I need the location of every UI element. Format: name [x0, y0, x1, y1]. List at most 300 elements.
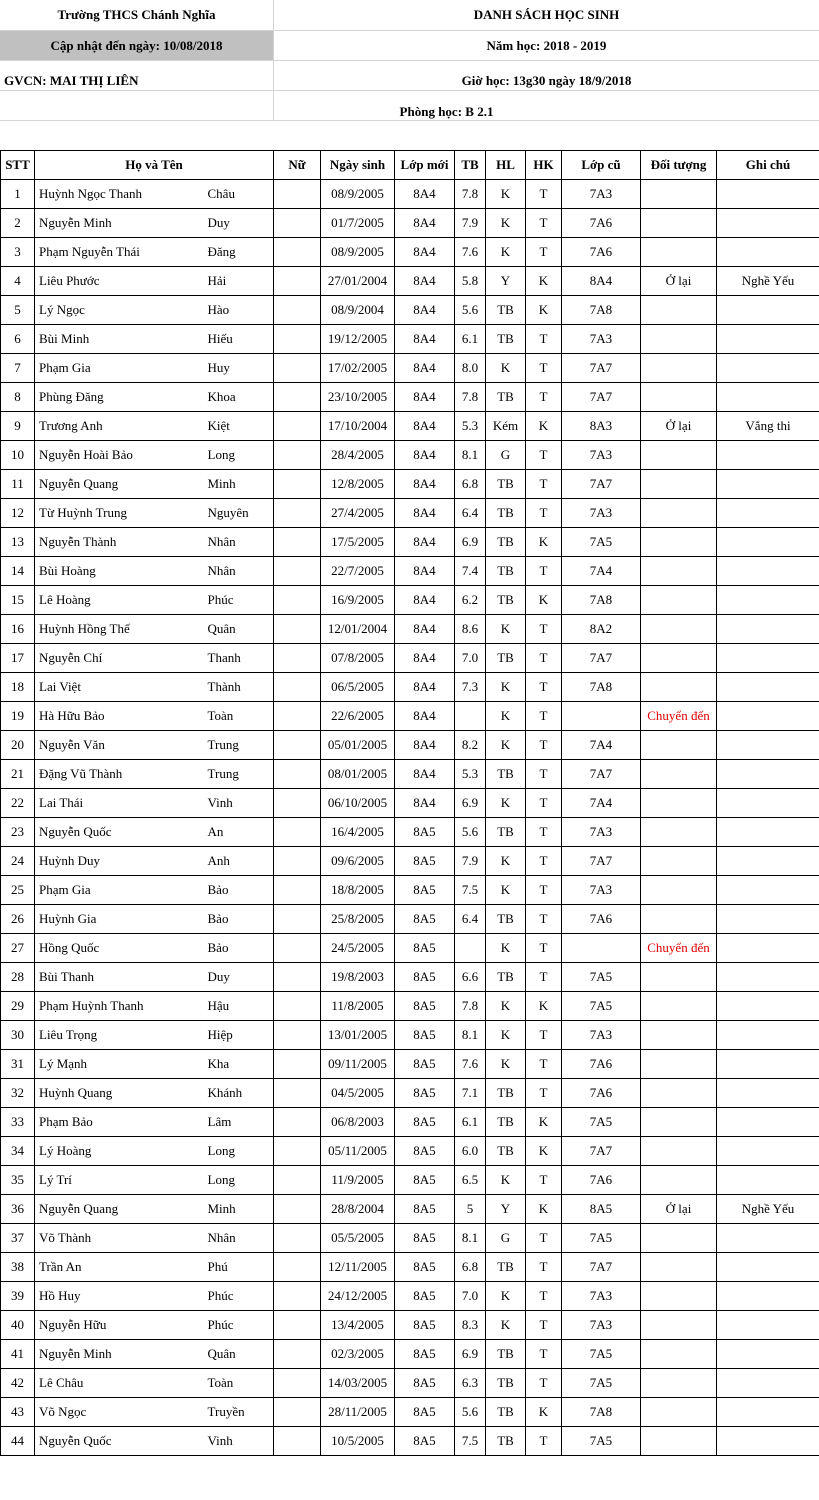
table-header-row	[1, 151, 819, 180]
cell-note	[717, 731, 819, 760]
cell-academic: K	[486, 1311, 526, 1340]
cell-stt: 15	[1, 586, 35, 615]
cell-female	[274, 325, 321, 354]
cell-birthdate: 28/11/2005	[321, 1398, 395, 1427]
cell-female	[274, 1398, 321, 1427]
cell-conduct: T	[526, 209, 562, 238]
cell-surname: Bùi Hoàng	[35, 557, 204, 586]
cell-conduct: T	[526, 702, 562, 731]
cell-female	[274, 209, 321, 238]
cell-stt: 30	[1, 1021, 35, 1050]
cell-category	[641, 644, 717, 673]
table-row	[1, 731, 819, 760]
cell-category	[641, 876, 717, 905]
cell-note	[717, 1050, 819, 1079]
cell-stt: 9	[1, 412, 35, 441]
cell-new-class: 8A5	[395, 1166, 455, 1195]
cell-birthdate: 14/03/2005	[321, 1369, 395, 1398]
cell-avg: 7.6	[455, 238, 486, 267]
cell-new-class: 8A4	[395, 557, 455, 586]
cell-surname: Bùi Thanh	[35, 963, 204, 992]
col-conduct: HK	[526, 151, 562, 180]
cell-birthdate: 08/01/2005	[321, 760, 395, 789]
cell-conduct: T	[526, 876, 562, 905]
cell-birthdate: 24/12/2005	[321, 1282, 395, 1311]
cell-stt: 5	[1, 296, 35, 325]
cell-old-class: 7A3	[562, 441, 641, 470]
cell-old-class: 7A3	[562, 876, 641, 905]
cell-avg	[455, 934, 486, 963]
cell-new-class: 8A5	[395, 1108, 455, 1137]
cell-note: Nghề Yếu	[717, 267, 819, 296]
cell-birthdate: 11/8/2005	[321, 992, 395, 1021]
cell-old-class	[562, 934, 641, 963]
cell-old-class: 7A4	[562, 557, 641, 586]
cell-academic: TB	[486, 557, 526, 586]
cell-new-class: 8A5	[395, 1427, 455, 1456]
cell-avg: 6.9	[455, 1340, 486, 1369]
col-name: Họ và Tên	[35, 151, 274, 180]
cell-category	[641, 760, 717, 789]
cell-given-name: Huy	[204, 354, 274, 383]
list-title: DANH SÁCH HỌC SINH	[473, 7, 620, 22]
cell-academic: K	[486, 934, 526, 963]
table-row	[1, 702, 819, 731]
cell-surname: Hà Hữu Bảo	[35, 702, 204, 731]
cell-note	[717, 325, 819, 354]
table-row	[1, 847, 819, 876]
cell-note	[717, 354, 819, 383]
class-time: Giờ học: 13g30 ngày 18/9/2018	[461, 73, 632, 88]
cell-given-name: Châu	[204, 180, 274, 209]
cell-birthdate: 17/02/2005	[321, 354, 395, 383]
cell-old-class: 8A5	[562, 1195, 641, 1224]
cell-female	[274, 673, 321, 702]
table-row	[1, 1398, 819, 1427]
cell-note	[717, 644, 819, 673]
cell-new-class: 8A4	[395, 760, 455, 789]
cell-birthdate: 25/8/2005	[321, 905, 395, 934]
cell-given-name: Bảo	[204, 876, 274, 905]
cell-female	[274, 1224, 321, 1253]
cell-surname: Nguyễn Văn	[35, 731, 204, 760]
cell-new-class: 8A5	[395, 1369, 455, 1398]
cell-note	[717, 760, 819, 789]
cell-note	[717, 789, 819, 818]
cell-female	[274, 1108, 321, 1137]
cell-stt: 41	[1, 1340, 35, 1369]
cell-academic: TB	[486, 1253, 526, 1282]
cell-birthdate: 19/12/2005	[321, 325, 395, 354]
cell-female	[274, 238, 321, 267]
cell-new-class: 8A4	[395, 180, 455, 209]
cell-avg: 6.6	[455, 963, 486, 992]
cell-old-class: 7A7	[562, 383, 641, 412]
cell-female	[274, 818, 321, 847]
cell-birthdate: 02/3/2005	[321, 1340, 395, 1369]
cell-old-class: 7A4	[562, 731, 641, 760]
cell-conduct: T	[526, 644, 562, 673]
cell-old-class: 7A6	[562, 905, 641, 934]
cell-birthdate: 17/5/2005	[321, 528, 395, 557]
cell-new-class: 8A5	[395, 818, 455, 847]
cell-category	[641, 1253, 717, 1282]
cell-note	[717, 905, 819, 934]
cell-category	[641, 557, 717, 586]
cell-old-class: 7A8	[562, 296, 641, 325]
cell-avg: 8.0	[455, 354, 486, 383]
cell-new-class: 8A4	[395, 644, 455, 673]
cell-category	[641, 992, 717, 1021]
cell-given-name: Đăng	[204, 238, 274, 267]
table-row	[1, 818, 819, 847]
cell-female	[274, 1427, 321, 1456]
cell-conduct: T	[526, 238, 562, 267]
cell-surname: Liêu Trọng	[35, 1021, 204, 1050]
cell-female	[274, 1050, 321, 1079]
cell-academic: K	[486, 1166, 526, 1195]
cell-academic: TB	[486, 528, 526, 557]
cell-avg: 5.8	[455, 267, 486, 296]
cell-old-class: 7A3	[562, 1311, 641, 1340]
cell-new-class: 8A4	[395, 296, 455, 325]
cell-category: Ở lại	[641, 412, 717, 441]
cell-note	[717, 499, 819, 528]
cell-surname: Bùi Minh	[35, 325, 204, 354]
cell-stt: 33	[1, 1108, 35, 1137]
cell-surname: Phạm Nguyễn Thái	[35, 238, 204, 267]
cell-given-name: Nhân	[204, 1224, 274, 1253]
cell-given-name: Minh	[204, 1195, 274, 1224]
cell-stt: 16	[1, 615, 35, 644]
cell-new-class: 8A4	[395, 267, 455, 296]
cell-surname: Phùng Đăng	[35, 383, 204, 412]
cell-given-name: Kiệt	[204, 412, 274, 441]
cell-surname: Nguyễn Hoài Bảo	[35, 441, 204, 470]
cell-birthdate: 16/4/2005	[321, 818, 395, 847]
cell-avg: 5.3	[455, 760, 486, 789]
cell-note	[717, 1224, 819, 1253]
cell-category	[641, 963, 717, 992]
cell-academic: K	[486, 789, 526, 818]
cell-category: Chuyển đến	[641, 934, 717, 963]
cell-female	[274, 528, 321, 557]
cell-old-class: 7A6	[562, 1050, 641, 1079]
cell-new-class: 8A4	[395, 789, 455, 818]
cell-note	[717, 1253, 819, 1282]
cell-given-name: Hiếu	[204, 325, 274, 354]
table-row	[1, 586, 819, 615]
cell-academic: K	[486, 702, 526, 731]
cell-stt: 38	[1, 1253, 35, 1282]
cell-category	[641, 1369, 717, 1398]
cell-note	[717, 1369, 819, 1398]
cell-surname: Võ Ngọc	[35, 1398, 204, 1427]
cell-avg: 7.6	[455, 1050, 486, 1079]
cell-surname: Lê Hoàng	[35, 586, 204, 615]
cell-avg: 7.8	[455, 180, 486, 209]
col-note: Ghi chú	[717, 151, 819, 180]
cell-female	[274, 441, 321, 470]
cell-surname: Lý Ngọc	[35, 296, 204, 325]
cell-academic: K	[486, 238, 526, 267]
cell-avg: 6.1	[455, 1108, 486, 1137]
cell-given-name: Thành	[204, 673, 274, 702]
cell-surname: Phạm Bảo	[35, 1108, 204, 1137]
cell-stt: 18	[1, 673, 35, 702]
cell-note	[717, 992, 819, 1021]
table-row	[1, 876, 819, 905]
table-row	[1, 1079, 819, 1108]
cell-female	[274, 412, 321, 441]
cell-note	[717, 1079, 819, 1108]
cell-given-name: Bảo	[204, 905, 274, 934]
cell-conduct: T	[526, 760, 562, 789]
table-row	[1, 1282, 819, 1311]
cell-stt: 4	[1, 267, 35, 296]
cell-conduct: T	[526, 470, 562, 499]
cell-stt: 36	[1, 1195, 35, 1224]
table-row	[1, 557, 819, 586]
cell-category	[641, 586, 717, 615]
cell-category	[641, 673, 717, 702]
cell-academic: K	[486, 354, 526, 383]
cell-avg: 7.0	[455, 1282, 486, 1311]
col-category: Đối tượng	[641, 151, 717, 180]
cell-avg: 6.4	[455, 905, 486, 934]
cell-female	[274, 1311, 321, 1340]
cell-note	[717, 238, 819, 267]
cell-given-name: Quân	[204, 615, 274, 644]
cell-avg: 8.1	[455, 441, 486, 470]
cell-category	[641, 1398, 717, 1427]
cell-given-name: Bảo	[204, 934, 274, 963]
cell-female	[274, 760, 321, 789]
cell-birthdate: 06/8/2003	[321, 1108, 395, 1137]
cell-conduct: T	[526, 1224, 562, 1253]
cell-academic: K	[486, 615, 526, 644]
cell-conduct: K	[526, 296, 562, 325]
cell-avg: 8.6	[455, 615, 486, 644]
cell-female	[274, 1340, 321, 1369]
table-row	[1, 267, 819, 296]
cell-given-name: Duy	[204, 963, 274, 992]
cell-female	[274, 876, 321, 905]
table-row	[1, 209, 819, 238]
cell-category	[641, 789, 717, 818]
cell-surname: Lê Châu	[35, 1369, 204, 1398]
cell-female	[274, 702, 321, 731]
cell-category	[641, 238, 717, 267]
cell-old-class: 7A3	[562, 1282, 641, 1311]
cell-note	[717, 1021, 819, 1050]
cell-stt: 32	[1, 1079, 35, 1108]
table-row	[1, 1021, 819, 1050]
table-row	[1, 1137, 819, 1166]
cell-female	[274, 499, 321, 528]
cell-new-class: 8A4	[395, 528, 455, 557]
cell-birthdate: 13/4/2005	[321, 1311, 395, 1340]
cell-new-class: 8A5	[395, 1137, 455, 1166]
cell-surname: Huỳnh Quang	[35, 1079, 204, 1108]
cell-female	[274, 383, 321, 412]
cell-conduct: T	[526, 1079, 562, 1108]
cell-female	[274, 1137, 321, 1166]
cell-old-class: 8A4	[562, 267, 641, 296]
cell-avg: 8.3	[455, 1311, 486, 1340]
cell-academic: K	[486, 180, 526, 209]
cell-surname: Nguyễn Quang	[35, 470, 204, 499]
cell-stt: 20	[1, 731, 35, 760]
cell-note	[717, 702, 819, 731]
cell-surname: Đặng Vũ Thành	[35, 760, 204, 789]
cell-old-class: 7A7	[562, 1137, 641, 1166]
cell-academic: Y	[486, 1195, 526, 1224]
table-row	[1, 180, 819, 209]
cell-new-class: 8A5	[395, 1340, 455, 1369]
cell-academic: TB	[486, 586, 526, 615]
cell-category	[641, 325, 717, 354]
cell-given-name: Phúc	[204, 1311, 274, 1340]
cell-new-class: 8A4	[395, 586, 455, 615]
cell-category	[641, 1427, 717, 1456]
cell-surname: Huỳnh Gia	[35, 905, 204, 934]
cell-new-class: 8A5	[395, 1311, 455, 1340]
cell-academic: TB	[486, 963, 526, 992]
table-row	[1, 905, 819, 934]
cell-avg: 8.1	[455, 1021, 486, 1050]
cell-note	[717, 470, 819, 499]
cell-avg: 5	[455, 1195, 486, 1224]
cell-old-class: 7A6	[562, 209, 641, 238]
cell-surname: Nguyễn Quang	[35, 1195, 204, 1224]
cell-avg: 5.6	[455, 818, 486, 847]
cell-birthdate: 17/10/2004	[321, 412, 395, 441]
cell-female	[274, 847, 321, 876]
cell-category	[641, 1108, 717, 1137]
col-birthdate: Ngày sinh	[321, 151, 395, 180]
cell-academic: Y	[486, 267, 526, 296]
cell-note	[717, 615, 819, 644]
cell-category	[641, 1079, 717, 1108]
cell-conduct: T	[526, 818, 562, 847]
cell-note	[717, 296, 819, 325]
cell-category	[641, 209, 717, 238]
cell-given-name: Hiệp	[204, 1021, 274, 1050]
cell-new-class: 8A4	[395, 731, 455, 760]
cell-new-class: 8A5	[395, 1398, 455, 1427]
cell-new-class: 8A4	[395, 383, 455, 412]
cell-category	[641, 1050, 717, 1079]
cell-stt: 10	[1, 441, 35, 470]
cell-given-name: Khánh	[204, 1079, 274, 1108]
cell-birthdate: 11/9/2005	[321, 1166, 395, 1195]
cell-note	[717, 557, 819, 586]
cell-female	[274, 1369, 321, 1398]
cell-avg: 7.1	[455, 1079, 486, 1108]
cell-category	[641, 847, 717, 876]
cell-new-class: 8A4	[395, 470, 455, 499]
cell-note	[717, 1137, 819, 1166]
table-row	[1, 325, 819, 354]
cell-conduct: K	[526, 1108, 562, 1137]
cell-birthdate: 08/9/2005	[321, 238, 395, 267]
cell-conduct: T	[526, 354, 562, 383]
cell-stt: 13	[1, 528, 35, 557]
col-new-class: Lớp mới	[395, 151, 455, 180]
cell-birthdate: 18/8/2005	[321, 876, 395, 905]
cell-surname: Phạm Huỳnh Thanh	[35, 992, 204, 1021]
cell-surname: Nguyễn Minh	[35, 209, 204, 238]
cell-category	[641, 1282, 717, 1311]
cell-female	[274, 296, 321, 325]
cell-conduct: T	[526, 905, 562, 934]
cell-conduct: T	[526, 180, 562, 209]
cell-note	[717, 209, 819, 238]
cell-avg: 6.8	[455, 470, 486, 499]
cell-academic: K	[486, 992, 526, 1021]
table-row	[1, 1108, 819, 1137]
cell-female	[274, 1021, 321, 1050]
cell-stt: 14	[1, 557, 35, 586]
cell-avg: 7.3	[455, 673, 486, 702]
cell-note	[717, 180, 819, 209]
table-row	[1, 1369, 819, 1398]
cell-birthdate: 28/4/2005	[321, 441, 395, 470]
table-row	[1, 441, 819, 470]
cell-academic: TB	[486, 644, 526, 673]
cell-surname: Hồng Quốc	[35, 934, 204, 963]
cell-new-class: 8A5	[395, 1021, 455, 1050]
cell-given-name: Long	[204, 1166, 274, 1195]
cell-old-class: 7A6	[562, 238, 641, 267]
cell-given-name: Minh	[204, 470, 274, 499]
classroom: Phòng học: B 2.1	[399, 104, 494, 119]
cell-academic: TB	[486, 1340, 526, 1369]
cell-avg: 7.8	[455, 992, 486, 1021]
cell-note: Vắng thi	[717, 412, 819, 441]
cell-given-name: Phúc	[204, 1282, 274, 1311]
cell-female	[274, 1079, 321, 1108]
table-row	[1, 992, 819, 1021]
cell-new-class: 8A5	[395, 1079, 455, 1108]
cell-note	[717, 383, 819, 412]
cell-old-class: 7A7	[562, 760, 641, 789]
cell-old-class: 7A3	[562, 818, 641, 847]
cell-stt: 37	[1, 1224, 35, 1253]
cell-female	[274, 557, 321, 586]
cell-avg: 6.8	[455, 1253, 486, 1282]
cell-category	[641, 1137, 717, 1166]
cell-stt: 22	[1, 789, 35, 818]
cell-academic: K	[486, 673, 526, 702]
cell-birthdate: 22/6/2005	[321, 702, 395, 731]
cell-academic: G	[486, 441, 526, 470]
cell-conduct: K	[526, 1137, 562, 1166]
cell-given-name: An	[204, 818, 274, 847]
cell-academic: TB	[486, 499, 526, 528]
cell-given-name: Hải	[204, 267, 274, 296]
cell-birthdate: 24/5/2005	[321, 934, 395, 963]
cell-female	[274, 934, 321, 963]
cell-given-name: Kha	[204, 1050, 274, 1079]
col-old-class: Lớp cũ	[562, 151, 641, 180]
cell-academic: K	[486, 1021, 526, 1050]
cell-given-name: Nhân	[204, 528, 274, 557]
cell-academic: TB	[486, 325, 526, 354]
cell-note	[717, 1340, 819, 1369]
cell-avg: 7.5	[455, 1427, 486, 1456]
